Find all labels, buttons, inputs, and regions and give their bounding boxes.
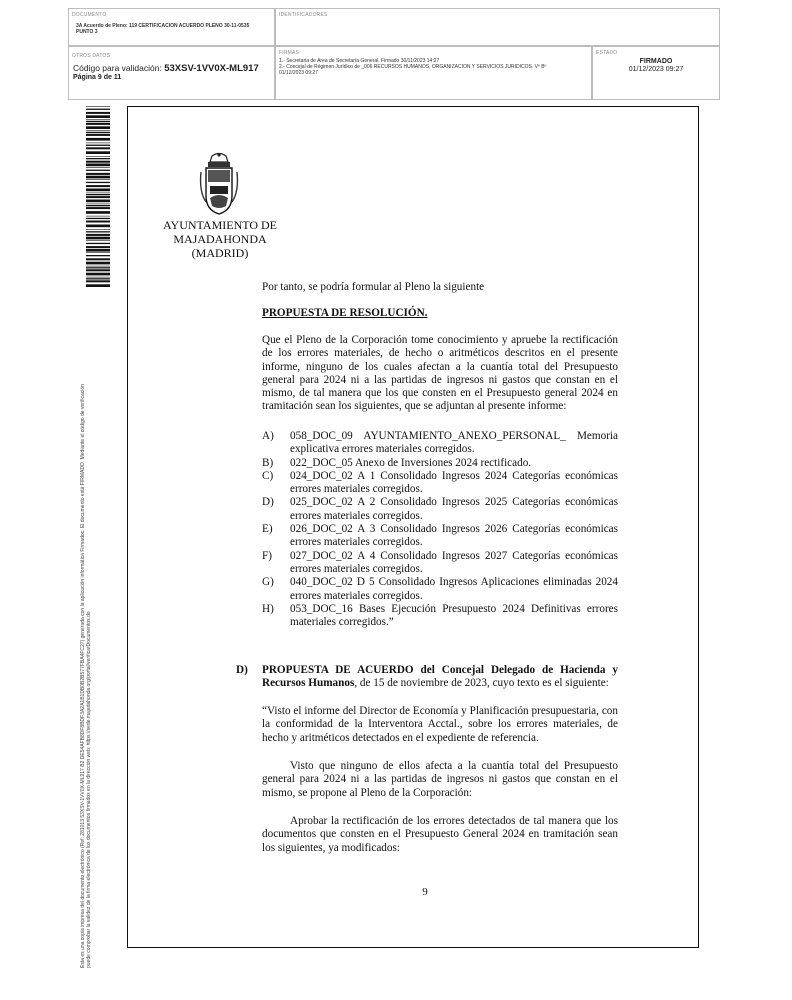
identificadores-label: IDENTIFICADORES	[279, 12, 328, 18]
document-list-item	[262, 550, 618, 577]
quote-paragraph-2: Visto que ninguno de ellos afecta a la cuantía total del Presupuesto general para 2024 ni a las partidas de ingresos ni gastos que constan en el mismo, se propone al Pleno de la Corporación:	[262, 760, 618, 799]
document-list-item	[262, 430, 618, 457]
letterhead	[160, 218, 280, 260]
letterhead-line3: (MADRID)	[191, 246, 249, 260]
list-item-text: 022_DOC_05 Anexo de Inversiones 2024 rectificado.	[290, 456, 532, 469]
estado-date: 01/12/2023 09:27	[628, 66, 684, 73]
list-item-key: A)	[262, 430, 274, 442]
section-d-bold: PROPUESTA DE ACUERDO del Concejal Delegado de Hacienda y Recursos Humanos	[262, 664, 618, 690]
documento-line1: 3A Acuerdo de Pleno: 119 CERTIFICACION ACUERDO PLENO 30-11-0535	[76, 23, 250, 29]
documento-label: DOCUMENTO	[72, 12, 107, 18]
side-text-line1: Esta es una copia impresa del documento electrónico (Ref: 281013 53XSV-1VV0X-ML917 B2 DE54AFB8DF8BDF3A2A1B1DB0B2B577FBA4FC27) generada con la aplicación informática Firmadoc. El documento está FIRMADO. Mediante el código de verificación	[80, 384, 86, 968]
document-list-item	[262, 496, 618, 523]
section-d-key: D)	[236, 664, 248, 676]
list-item-key: F)	[262, 549, 272, 562]
resolution-paragraph: Que el Pleno de la Corporación tome conocimiento y apruebe la rectificación de los errores materiales, de hecho o aritméticos descritos en el presente informe, ninguno de los cuales afectan a la cuantía total del Presupuesto general para 2024 ni a las partidas de ingresos ni gastos que constan en el mismo, de tal manera que los que consten en el Presupuesto general 2024 en tramitación sean los siguientes, que se adjuntan al presente informe:	[262, 334, 618, 413]
list-item-key: D)	[262, 496, 274, 509]
list-item-key: B)	[262, 456, 274, 469]
firma-1: 1.- Secretaria de Area de Secretaría General. Firmado 30/11/2023 14:27	[279, 58, 440, 64]
header-firmas-box	[275, 46, 592, 100]
firma-2: 2.- Concejal de Régimen Jurídico de _006 RECURSOS HUMANOS, ORGANIZACIÓN Y SERVICIOS JURIDICOS. Vº Bº	[279, 64, 547, 70]
documento-line2: PUNTO 3	[76, 29, 98, 35]
list-item-key: E)	[262, 523, 273, 536]
list-item-text: 024_DOC_02 A 1 Consolidado Ingresos 2024 Categorías económicas errores materiales corregidos.	[290, 469, 618, 496]
firmas-label: FIRMAS	[279, 50, 300, 56]
page-number: 9	[422, 886, 428, 898]
list-item-key: C)	[262, 469, 274, 482]
proposal-heading: PROPUESTA DE RESOLUCIÓN.	[262, 307, 428, 319]
list-item-text: 026_DOC_02 A 3 Consolidado Ingresos 2026 Categorías económicas errores materiales corregidos.	[290, 523, 618, 549]
section-d-text	[262, 664, 618, 691]
header-identificadores-box	[275, 8, 720, 46]
coat-of-arms-icon	[198, 152, 240, 218]
pagina-indicator: Página 9 de 11	[73, 74, 122, 81]
codigo-value: 53XSV-1VV0X-ML917	[164, 63, 259, 74]
list-item-text: 040_DOC_02 D 5 Consolidado Ingresos Aplicaciones eliminadas 2024 errores materiales corregidos.	[290, 576, 618, 602]
document-list-item	[262, 576, 618, 603]
list-item-text: 025_DOC_02 A 2 Consolidado Ingresos 2025 Categorías económicas errores materiales corregidos.	[290, 496, 618, 522]
document-list-item	[262, 523, 618, 550]
intro-text: Por tanto, se podría formular al Pleno la siguiente	[262, 281, 485, 293]
list-item-key: G)	[262, 576, 274, 589]
list-item-key: H)	[262, 602, 274, 615]
side-validation-text	[80, 288, 92, 968]
quote-paragraph-1: “Visto el informe del Director de Economía y Planificación presupuestaria, con la conformidad de la Interventora Acctal., sobre los errores materiales, de hecho y aritméticos detectados en el expediente de referencia.	[262, 705, 618, 744]
codigo-validacion	[73, 63, 259, 74]
list-item-text: 058_DOC_09 AYUNTAMIENTO_ANEXO_PERSONAL_ Memoria explicativa errores materiales corregidos.	[290, 430, 618, 456]
document-list-item	[262, 470, 618, 497]
list-item-text: 027_DOC_02 A 4 Consolidado Ingresos 2027 Categorías económicas errores materiales corregidos.	[290, 549, 618, 575]
letterhead-line2: MAJADAHONDA	[173, 232, 267, 246]
quote-paragraph-3: Aprobar la rectificación de los errores detectados de tal manera que los documentos que consten en el Presupuesto General 2024 en tramitación sean los siguientes, ya modificados:	[262, 815, 618, 854]
otros-label: OTROS DATOS	[72, 53, 111, 59]
section-d-rest: , de 15 de noviembre de 2023, cuyo texto es el siguiente:	[354, 677, 609, 690]
codigo-prefix: Código para validación:	[73, 63, 162, 73]
list-item-text: 053_DOC_16 Bases Ejecución Presupuesto 2024 Definitivas errores materiales corregidos.”	[290, 602, 618, 629]
firma-2-date: 01/12/2023 09:27	[279, 70, 318, 76]
letterhead-line1: AYUNTAMIENTO DE	[162, 218, 278, 232]
estado-label: ESTADO	[596, 50, 618, 56]
barcode	[86, 106, 110, 288]
estado-value: FIRMADO	[639, 58, 673, 65]
document-list-item	[262, 457, 618, 470]
document-list-item	[262, 603, 618, 630]
documents-list	[262, 430, 618, 629]
side-text-line2: puede comprobar la validez de la firma electrónica de los documentos firmados en la dirección web: https://sede.majadahonda.org/portal/verificarDocumentos.do	[86, 611, 92, 968]
